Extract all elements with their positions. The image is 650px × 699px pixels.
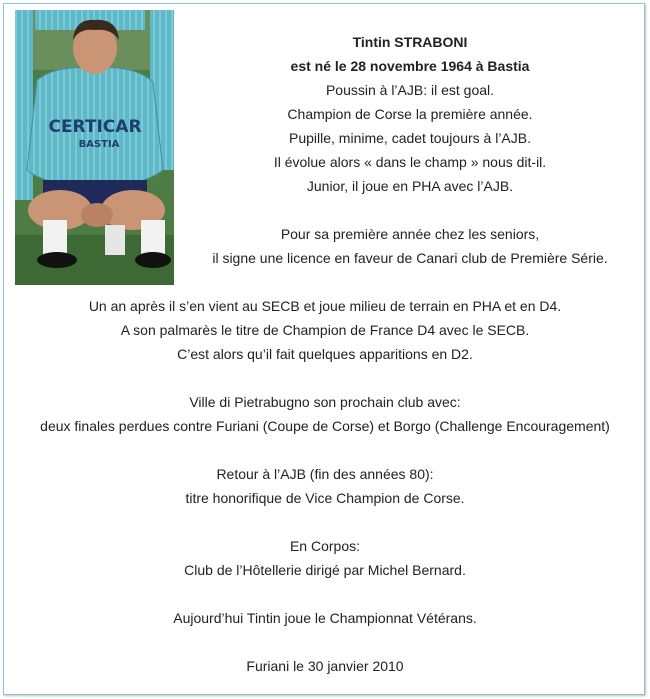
jersey-city-text: BASTIA	[78, 139, 120, 150]
career-block	[8, 294, 642, 678]
text-line: A son palmarès le titre de Champion de France D4 avec le SECB.	[120, 322, 530, 338]
text-line: En Corpos:	[289, 538, 361, 554]
intro-block	[174, 30, 646, 270]
text-line: Poussin à l’AJB: il est goal.	[325, 82, 495, 98]
text-line: titre honorifique de Vice Champion de Corse.	[185, 490, 465, 506]
text-line: Pupille, minime, cadet toujours à l’AJB.	[289, 130, 531, 146]
text-line: deux finales perdues contre Furiani (Coupe de Corse) et Borgo (Challenge Encouragement)	[40, 418, 610, 434]
text-line: Ville di Pietrabugno son prochain club avec:	[189, 394, 461, 410]
text-line: Champion de Corse la première année.	[287, 106, 533, 122]
player-photo-drawing	[15, 10, 174, 285]
player-photo	[15, 10, 174, 285]
signature: Furiani le 30 janvier 2010	[246, 658, 404, 674]
text-line: Aujourd’hui Tintin joue le Championnat Vétérans.	[173, 610, 477, 626]
text-line: Il évolue alors « dans le champ » nous dit-il.	[273, 154, 547, 170]
text-line: Junior, il joue en PHA avec l’AJB.	[306, 178, 514, 194]
text-line: Retour à l’AJB (fin des années 80):	[216, 466, 434, 482]
jersey-sponsor-text: CERTICAR	[48, 117, 142, 137]
text-line: Un an après il s’en vient au SECB et joue milieu de terrain en PHA et en D4.	[88, 298, 562, 314]
text-line: il signe une licence en faveur de Canari club de Première Série.	[212, 250, 608, 266]
text-line: Club de l’Hôtellerie dirigé par Michel Bernard.	[184, 562, 466, 578]
text-line: C’est alors qu’il fait quelques apparitions en D2.	[177, 346, 473, 362]
article-subtitle-birth: est né le 28 novembre 1964 à Bastia	[290, 58, 530, 74]
text-line: Pour sa première année chez les seniors,	[280, 226, 540, 242]
article-title: Tintin STRABONI	[352, 34, 468, 50]
